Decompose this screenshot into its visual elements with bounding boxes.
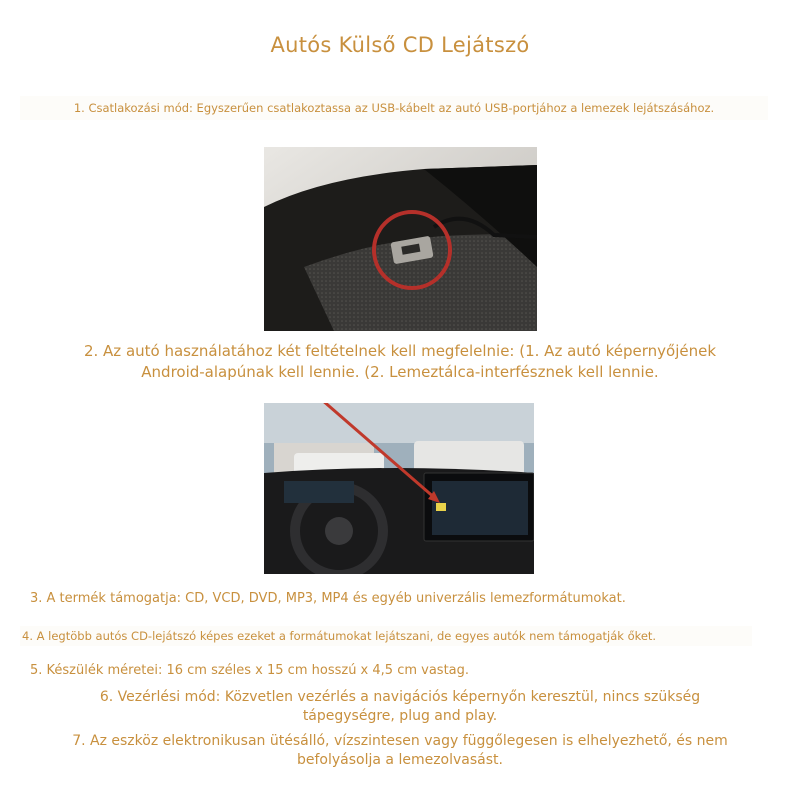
dashboard-screen-photo [264,403,534,574]
feature-line-7 [20,732,780,770]
feature-line-4: 4. A legtöbb autós CD-lejátszó képes ezeket a formátumokat lejátszani, de egyes autók nem támogatják őket. [20,626,752,646]
feature-line-2a: 2. Az autó használatához két feltételnek kell megfelelnie: (1. Az autó képernyőjének [83,342,717,360]
feature-line-1: 1. Csatlakozási mód: Egyszerűen csatlakoztassa az USB-kábelt az autó USB-portjához a lemezek lejátszásához. [20,96,768,120]
feature-line-6b: tápegységre, plug and play. [302,708,498,724]
feature-line-3: 3. A termék támogatja: CD, VCD, DVD, MP3, MP4 és egyéb univerzális lemezformátumokat. [30,591,626,606]
dashboard-illustration [264,403,534,574]
feature-line-6a: 6. Vezérlési mód: Közvetlen vezérlés a navigációs képernyőn keresztül, nincs szükség [99,689,701,705]
feature-line-5: 5. Készülék méretei: 16 cm széles x 15 cm hosszú x 4,5 cm vastag. [30,663,470,678]
feature-line-7a: 7. Az eszköz elektronikusan ütésálló, vízszintesen vagy függőlegesen is elhelyezhető, és nem [72,733,728,749]
feature-line-2b: Android-alapúnak kell lennie. (2. Lemeztálca-interfésznek kell lennie. [141,363,659,381]
usb-port-illustration [264,147,537,331]
feature-line-7b: befolyásolja a lemezolvasást. [297,752,503,768]
feature-line-2 [0,341,800,383]
feature-line-6 [40,688,760,726]
usb-port-photo [264,147,537,331]
page-title: Autós Külső CD Lejátszó [270,33,530,57]
